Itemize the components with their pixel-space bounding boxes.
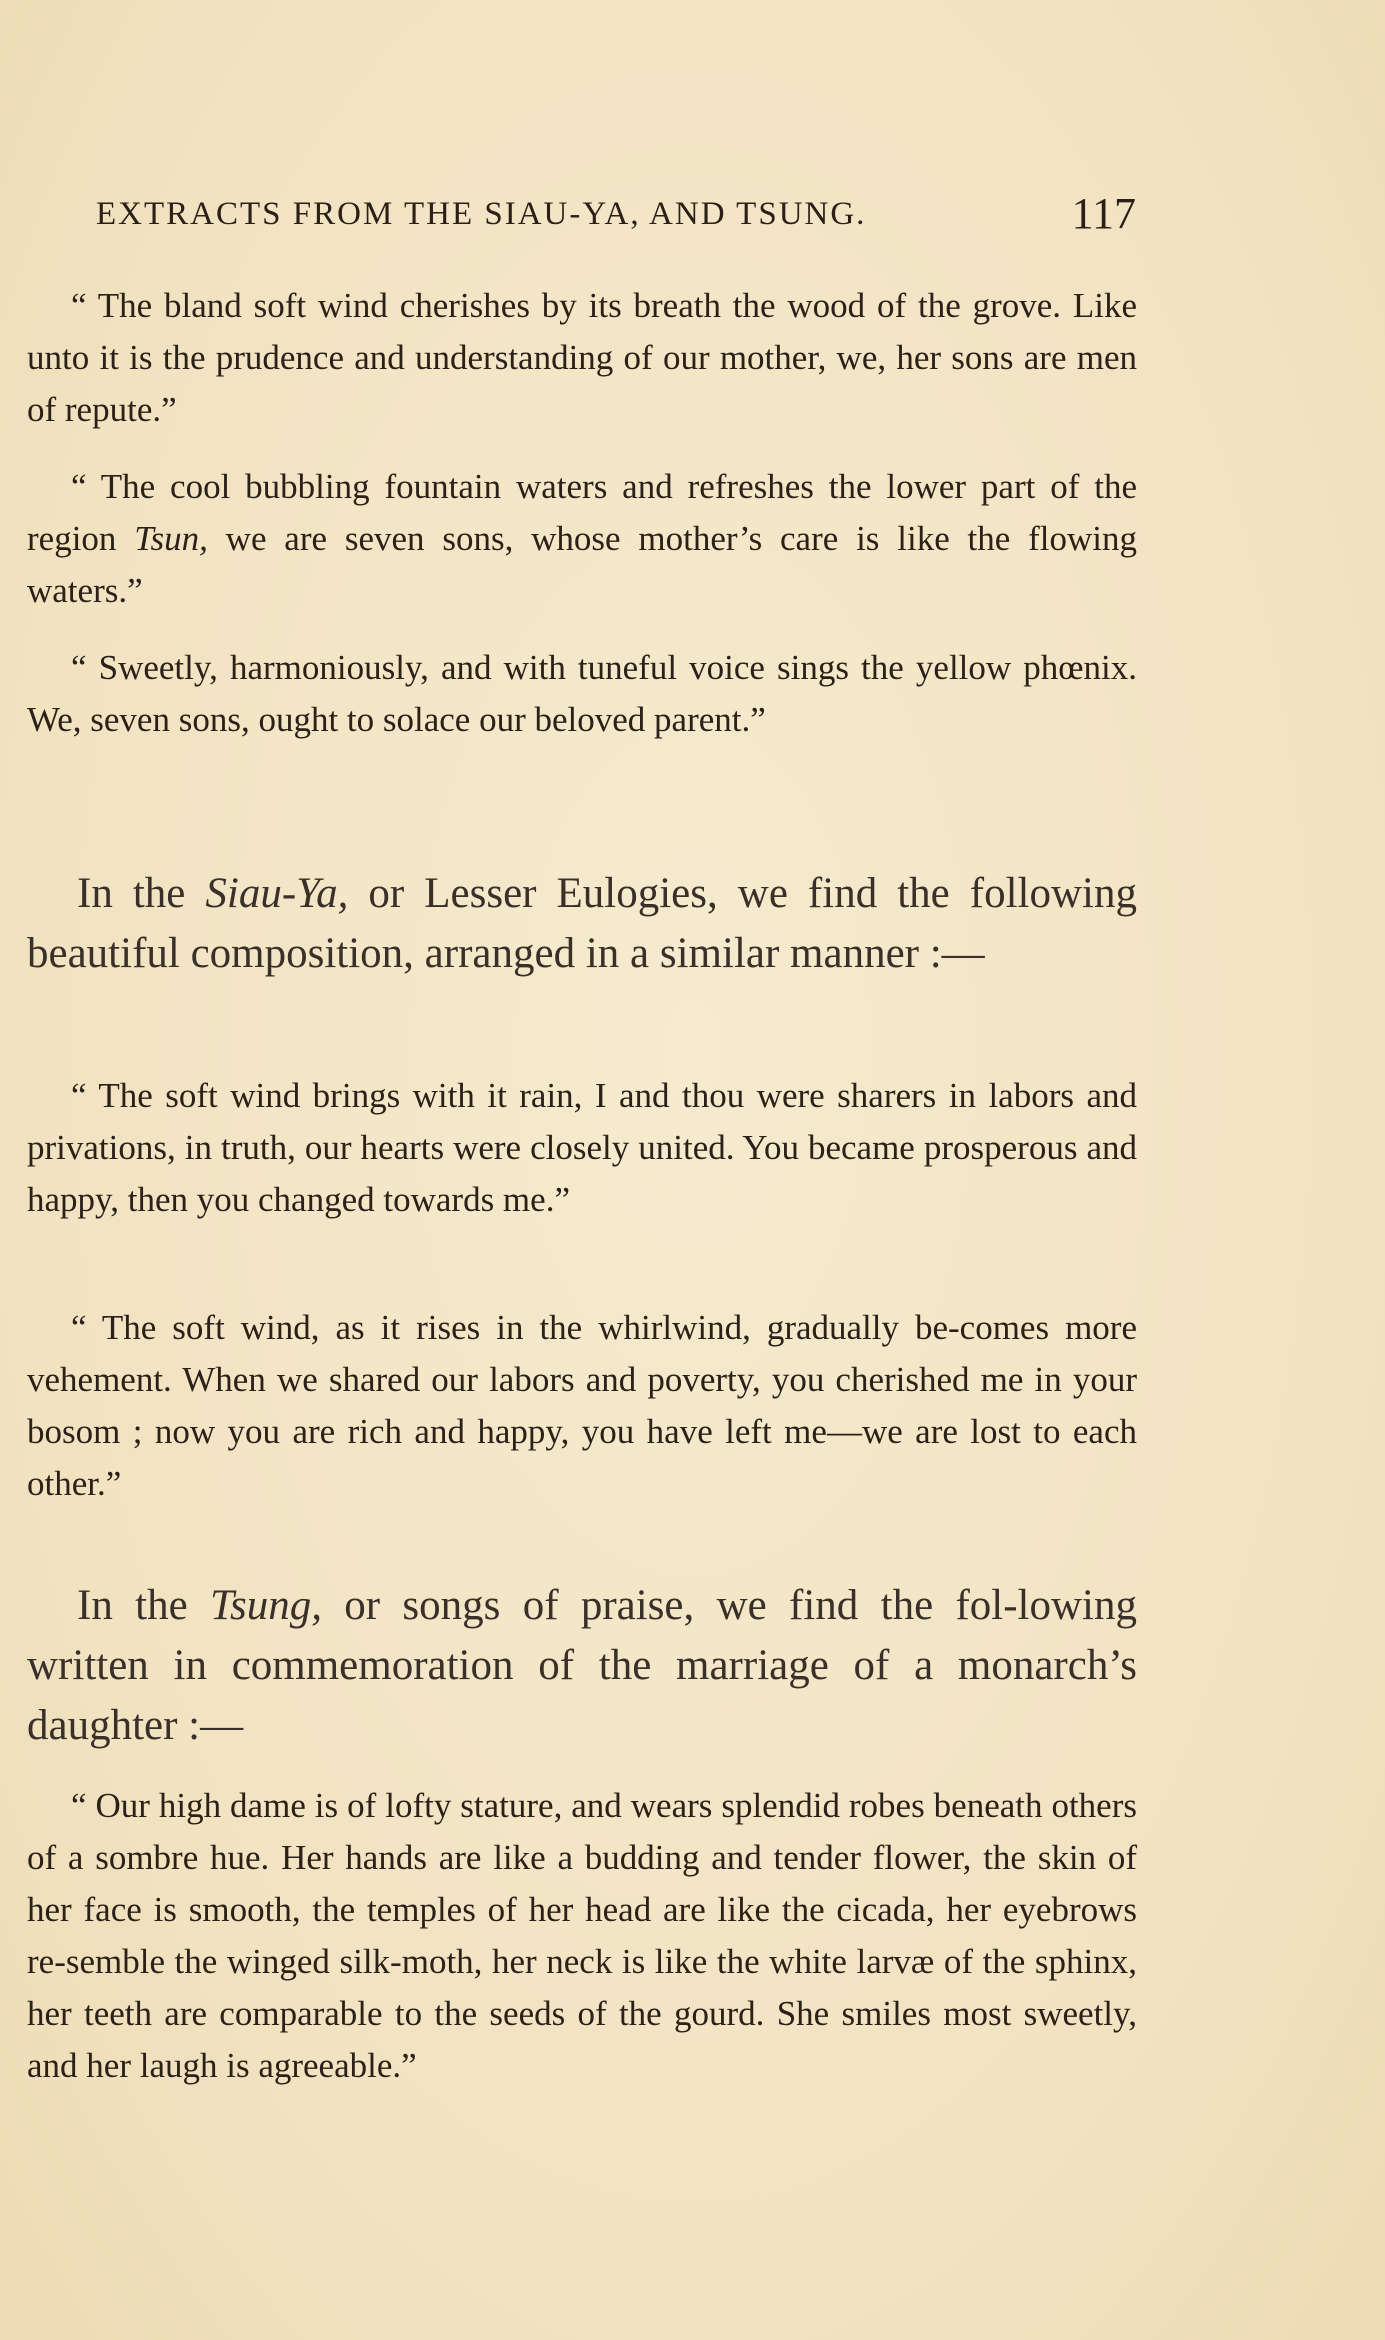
quote-paragraph-3: “ Sweetly, harmoniously, and with tuneful voice sings the yellow phœnix. We, seven sons, ought to solace our beloved parent.” xyxy=(27,648,1137,739)
quote-paragraph-1: “ The bland soft wind cherishes by its breath the wood of the grove. Like unto it is the prudence and understanding of our mother, we, her sons are men of repute.” xyxy=(27,286,1137,429)
intro-1-text-start: In the xyxy=(77,870,206,917)
quote-2-text-end: we are seven sons, whose mother’s care is like the flowing waters.” xyxy=(27,519,1137,610)
intro-paragraph-siau-ya xyxy=(27,864,1137,984)
quote-2-text-start: “ The cool bubbling fountain waters and refreshes the lower part of the region xyxy=(27,467,1137,558)
quote-paragraph-5: “ The soft wind, as it rises in the whirlwind, gradually be-comes more vehement. When we shared our labors and poverty, you cherished me in your bosom ; now you are rich and happy, you have left me—we are lost to each other.” xyxy=(27,1308,1137,1503)
quote-paragraph-4: “ The soft wind brings with it rain, I and thou were sharers in labors and privations, in truth, our hearts were closely united. You became prosperous and happy, then you changed towards me.” xyxy=(27,1076,1137,1219)
intro-2-text-start: In the xyxy=(77,1582,210,1629)
intro-paragraph-tsung xyxy=(27,1576,1137,1756)
intro-2-text-end: or songs of praise, we find the fol-lowing written in commemoration of the marriage of a monarch’s daughter :— xyxy=(27,1582,1137,1749)
intro-2-italic-term: Tsung, xyxy=(210,1582,322,1629)
intro-1-italic-term: Siau-Ya, xyxy=(205,870,349,917)
page-number: 117 xyxy=(1071,189,1136,238)
running-head: EXTRACTS FROM THE SIAU-YA, AND TSUNG. xyxy=(96,196,867,232)
quote-2-italic-term: Tsun, xyxy=(134,519,208,558)
intro-1-text-end: or Lesser Eulogies, we find the following beautiful composition, arranged in a similar manner :— xyxy=(27,870,1137,977)
page-header xyxy=(96,188,1136,238)
quote-paragraph-2 xyxy=(27,461,1137,617)
quote-paragraph-6: “ Our high dame is of lofty stature, and wears splendid robes beneath others of a sombre hue. Her hands are like a budding and tender flower, the skin of her face is smooth, the temples of her head are like the cicada, her eyebrows re-semble the winged silk-moth, her neck is like the white larvæ of the sphinx, her teeth are comparable to the seeds of the gourd. She smiles most sweetly, and her laugh is agreeable.” xyxy=(27,1786,1137,2085)
